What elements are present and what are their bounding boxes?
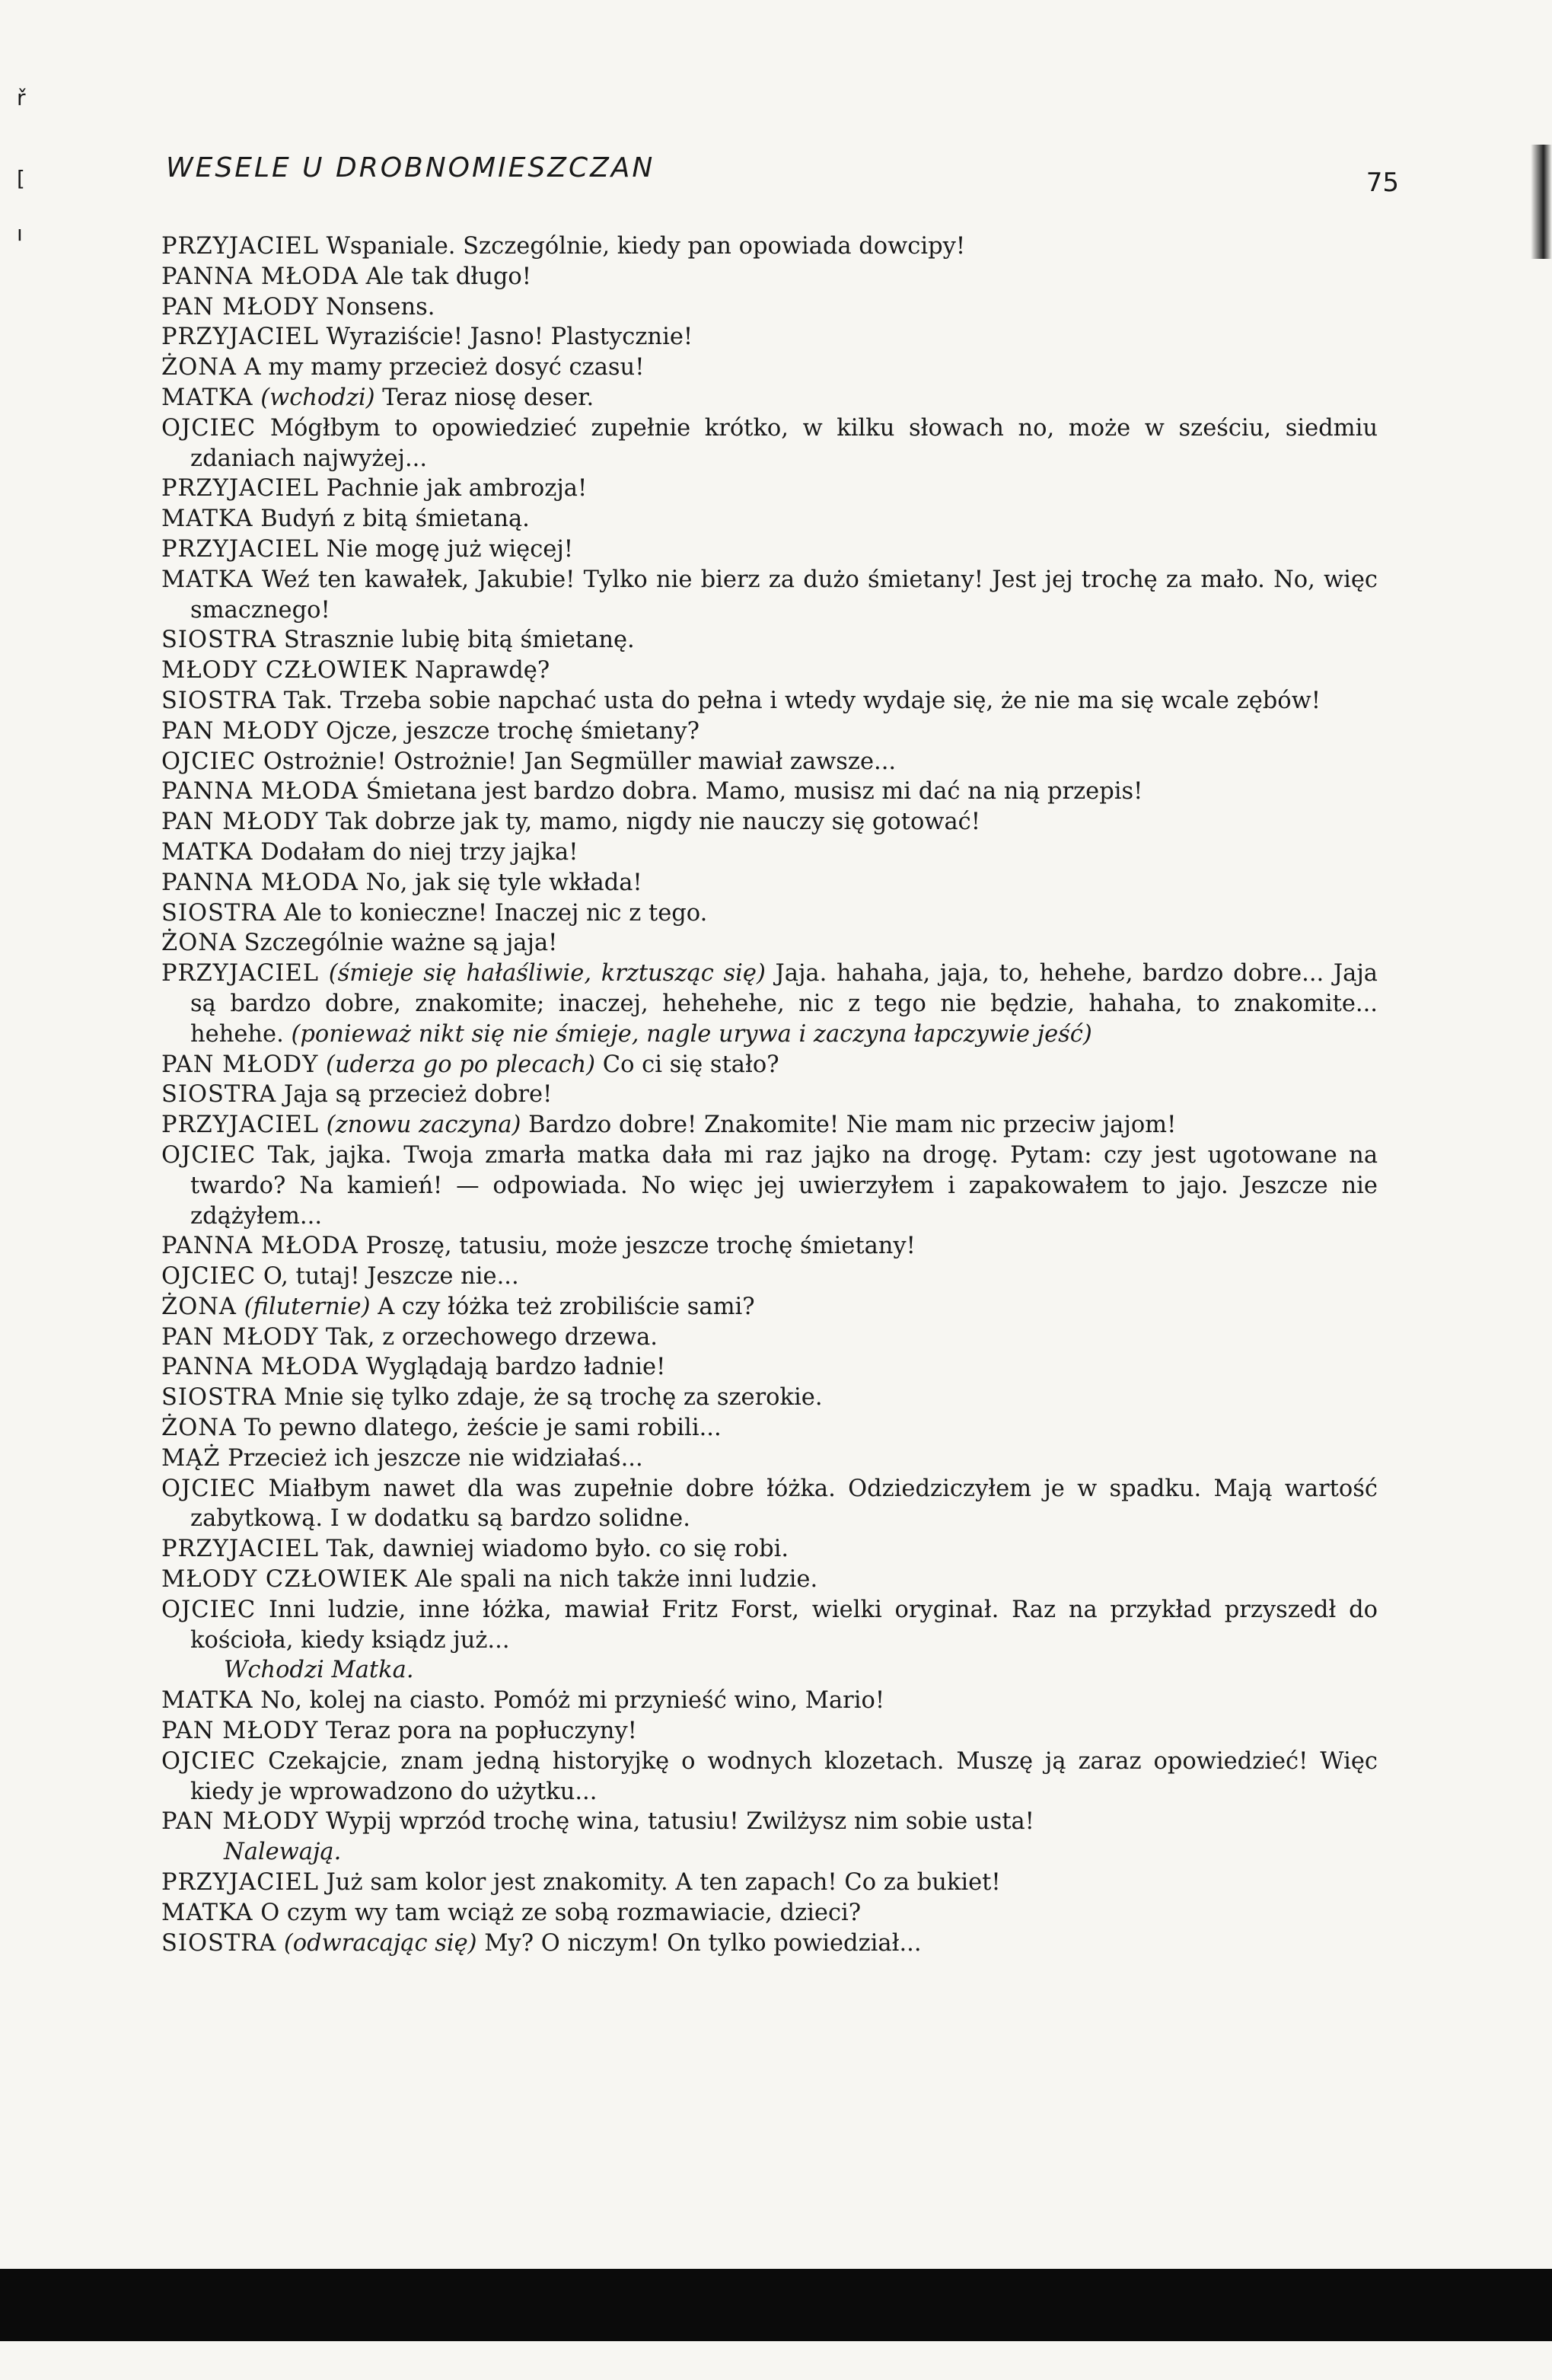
dialogue-line: [161, 777, 1378, 807]
dialogue-line: [161, 413, 1378, 474]
line-text: Ostrożnie! Ostrożnie! Jan Segmüller mawiał zawsze...: [256, 748, 897, 775]
line-text: Proszę, tatusiu, może jeszcze trochę śmietany!: [358, 1233, 916, 1260]
line-text: Jaja. hahaha, jaja, to, hehehe, bardzo dobre... Jaja są bardzo dobre, znakomite; inaczej, hehehehe, nic z tego nie będzie, hahaha, to znakomite... hehehe.: [190, 960, 1378, 1048]
line-text: A czy łóżka też zrobiliście sami?: [370, 1293, 755, 1320]
line-text: O, tutaj! Jeszcze nie...: [256, 1263, 519, 1290]
dialogue-line: [161, 1565, 1378, 1595]
speaker-name: OJCIEC: [161, 1141, 257, 1169]
page-edge-shadow: [1531, 145, 1552, 259]
dialogue-line: [161, 1868, 1378, 1898]
line-text: Ojcze, jeszcze trochę śmietany?: [318, 717, 700, 745]
line-text: Weź ten kawałek, Jakubie! Tylko nie bierz za dużo śmietany! Jest jej trochę za mało. No, więc smacznego!: [190, 566, 1378, 624]
line-text: Wyglądają bardzo ładnie!: [358, 1354, 666, 1381]
line-text: Czekajcie, znam jedną historyjkę o wodnych klozetach. Muszę ją zaraz opowiedzieć! Więc kiedy je wprowadzono do użytku...: [190, 1747, 1378, 1805]
speaker-name: PRZYJACIEL: [161, 475, 319, 502]
line-text: Wypij wprzód trochę wina, tatusiu! Zwilżysz nim sobie usta!: [318, 1808, 1034, 1836]
speaker-name: OJCIEC: [161, 748, 257, 775]
margin-mark: ř: [17, 85, 26, 110]
line-text: No, jak się tyle wkłada!: [358, 869, 642, 896]
dialogue-line: [161, 625, 1378, 656]
line-text: Wyraziście! Jasno! Plastycznie!: [318, 324, 693, 351]
dialogue-line: [161, 1716, 1378, 1747]
stage-direction-inline: (odwracając się): [276, 1929, 477, 1957]
speaker-name: OJCIEC: [161, 1475, 257, 1502]
speaker-name: SIOSTRA: [161, 1081, 277, 1109]
stage-direction-inline: (znowu zaczyna): [318, 1112, 521, 1139]
speaker-name: PRZYJACIEL: [161, 1536, 319, 1563]
speaker-name: MATKA: [161, 506, 253, 533]
line-text: Mógłbym to opowiedzieć zupełnie krótko, w kilku słowach no, może w sześciu, siedmiu zdaniach najwyżej...: [190, 414, 1378, 472]
speaker-name: PAN MŁODY: [161, 1323, 319, 1351]
dialogue-line: [161, 292, 1378, 323]
dialogue-line: [161, 1322, 1378, 1353]
dialogue-line: [161, 1595, 1378, 1656]
stage-direction: Wchodzi Matka.: [224, 1657, 414, 1684]
stage-direction-inline: (ponieważ nikt się nie śmieje, nagle urywa i zaczyna łapczywie jeść): [283, 1020, 1092, 1048]
speaker-name: PANNA MŁODA: [161, 1233, 359, 1260]
dialogue-line: [161, 534, 1378, 565]
dialogue-line: [161, 1444, 1378, 1474]
line-text: Przecież ich jeszcze nie widziałaś...: [220, 1444, 643, 1472]
speaker-name: ŻONA: [161, 1415, 237, 1442]
dialogue-line: [161, 1352, 1378, 1383]
speaker-name: MATKA: [161, 566, 253, 593]
dialogue-line: [161, 322, 1378, 353]
dialogue-line: [161, 262, 1378, 292]
stage-direction: Nalewają.: [224, 1839, 342, 1866]
dialogue-line: [161, 1141, 1378, 1231]
line-text: Budyń z bitą śmietaną.: [253, 506, 530, 533]
speaker-name: PAN MŁODY: [161, 1718, 319, 1745]
play-text: [161, 231, 1378, 1958]
speaker-name: PAN MŁODY: [161, 1051, 319, 1078]
line-text: Szczególnie ważne są jaja!: [236, 930, 558, 957]
dialogue-line: [161, 868, 1378, 898]
dialogue-line: [161, 1686, 1378, 1716]
speaker-name: PAN MŁODY: [161, 717, 319, 745]
dialogue-line: [161, 1110, 1378, 1141]
dialogue-line: [161, 959, 1378, 1049]
line-text: Naprawdę?: [407, 657, 550, 684]
speaker-name: ŻONA: [161, 1293, 237, 1320]
line-text: Tak, dawniej wiadomo było. co się robi.: [318, 1536, 789, 1563]
line-text: To pewno dlatego, żeście je sami robili...: [236, 1415, 722, 1442]
speaker-name: OJCIEC: [161, 1596, 257, 1623]
line-text: Pachnie jak ambrozja!: [318, 475, 588, 502]
dialogue-line: [161, 716, 1378, 747]
line-text: Tak, z orzechowego drzewa.: [318, 1323, 658, 1351]
speaker-name: PRZYJACIEL: [161, 535, 319, 563]
speaker-name: PAN MŁODY: [161, 293, 319, 321]
speaker-name: PANNA MŁODA: [161, 869, 359, 896]
line-text: Już sam kolor jest znakomity. A ten zapach! Co za bukiet!: [318, 1869, 1001, 1897]
speaker-name: PRZYJACIEL: [161, 324, 319, 351]
line-text: Dodałam do niej trzy jajka!: [253, 838, 578, 866]
line-text: Miałbym nawet dla was zupełnie dobre łóżka. Odziedziczyłem je w spadku. Mają wartość zabytkową. I w dodatku są bardzo solidne.: [190, 1475, 1378, 1533]
line-text: Inni ludzie, inne łóżka, mawiał Fritz Forst, wielki oryginał. Raz na przykład przyszedł do kościoła, kiedy ksiądz już...: [190, 1596, 1378, 1654]
speaker-name: MATKA: [161, 838, 253, 866]
dialogue-line: [161, 1080, 1378, 1110]
dialogue-line: [161, 1474, 1378, 1535]
line-text: Wspaniale. Szczególnie, kiedy pan opowiada dowcipy!: [318, 233, 966, 260]
line-text: Teraz niosę deser.: [374, 384, 594, 411]
speaker-name: MŁODY CZŁOWIEK: [161, 657, 408, 684]
line-text: Śmietana jest bardzo dobra. Mamo, musisz mi dać na nią przepis!: [358, 778, 1143, 806]
margin-mark: [: [17, 166, 25, 191]
stage-direction-inline: (filuternie): [236, 1293, 371, 1320]
line-text: Nonsens.: [318, 293, 435, 321]
stage-direction-inline: (śmieje się hałaśliwie, krztusząc się): [318, 960, 766, 987]
dialogue-line: [161, 1050, 1378, 1080]
stage-direction-inline: (uderza go po plecach): [318, 1051, 596, 1078]
dialogue-line: [161, 807, 1378, 837]
dialogue-line: [161, 1231, 1378, 1262]
line-text: O czym wy tam wciąż ze sobą rozmawiacie, dzieci?: [253, 1899, 862, 1926]
dialogue-line: [161, 383, 1378, 413]
line-text: Mnie się tylko zdaje, że są trochę za szerokie.: [276, 1384, 823, 1412]
line-text: Strasznie lubię bitą śmietanę.: [276, 627, 635, 654]
margin-mark: ı: [17, 221, 23, 246]
dialogue-line: [161, 686, 1378, 716]
dialogue-line: [161, 1807, 1378, 1837]
dialogue-line: [161, 1413, 1378, 1444]
speaker-name: PAN MŁODY: [161, 809, 319, 836]
speaker-name: MĄŻ: [161, 1444, 221, 1472]
dialogue-line: [161, 1262, 1378, 1292]
speaker-name: PRZYJACIEL: [161, 233, 319, 260]
speaker-name: ŻONA: [161, 930, 237, 957]
dialogue-line: [161, 837, 1378, 868]
line-text: Tak, jajka. Twoja zmarła matka dała mi raz jajko na drogę. Pytam: czy jest ugotowane na twardo? Na kamień! — odpowiada. No więc jej uwierzyłem i zapakowałem to jajo. Jeszcze nie zdążyłem...: [190, 1141, 1378, 1230]
line-text: Ale spali na nich także inni ludzie.: [407, 1566, 818, 1594]
dialogue-line: [161, 1534, 1378, 1565]
speaker-name: OJCIEC: [161, 414, 257, 442]
speaker-name: SIOSTRA: [161, 1929, 277, 1957]
line-text: My? O niczym! On tylko powiedział...: [476, 1929, 922, 1957]
speaker-name: ŻONA: [161, 354, 237, 381]
speaker-name: OJCIEC: [161, 1263, 257, 1290]
dialogue-line: [161, 656, 1378, 686]
speaker-name: SIOSTRA: [161, 1384, 277, 1412]
dialogue-line: [161, 1898, 1378, 1929]
dialogue-line: [161, 504, 1378, 534]
dialogue-line: [161, 353, 1378, 383]
line-text: A my mamy przecież dosyć czasu!: [236, 354, 645, 381]
speaker-name: MATKA: [161, 1899, 253, 1926]
dialogue-line: [161, 565, 1378, 626]
speaker-name: PANNA MŁODA: [161, 778, 359, 806]
speaker-name: PANNA MŁODA: [161, 1354, 359, 1381]
page-header: [166, 145, 1399, 206]
line-text: Bardzo dobre! Znakomite! Nie mam nic przeciw jajom!: [521, 1112, 1177, 1139]
dialogue-line: [161, 747, 1378, 777]
speaker-name: OJCIEC: [161, 1747, 257, 1775]
speaker-name: PRZYJACIEL: [161, 1869, 319, 1897]
dialogue-line: [161, 474, 1378, 504]
line-text: Jaja są przecież dobre!: [276, 1081, 553, 1109]
dialogue-line: [161, 1292, 1378, 1322]
dialogue-line: [161, 1747, 1378, 1807]
line-text: Co ci się stało?: [595, 1051, 779, 1078]
speaker-name: PAN MŁODY: [161, 1808, 319, 1836]
speaker-name: SIOSTRA: [161, 899, 277, 927]
speaker-name: SIOSTRA: [161, 627, 277, 654]
page-number: 75: [1366, 167, 1399, 198]
line-text: Ale to konieczne! Inaczej nic z tego.: [276, 899, 708, 927]
dialogue-line: [161, 1929, 1378, 1959]
speaker-name: SIOSTRA: [161, 687, 277, 714]
speaker-name: PRZYJACIEL: [161, 1112, 319, 1139]
speaker-name: MATKA: [161, 384, 253, 411]
running-head: WESELE U DROBNOMIESZCZAN: [166, 152, 655, 183]
line-text: Nie mogę już więcej!: [318, 535, 574, 563]
line-text: Tak. Trzeba sobie napchać usta do pełna i wtedy wydaje się, że nie ma się wcale zębów!: [276, 687, 1321, 714]
dialogue-line: [161, 231, 1378, 262]
dialogue-line: [161, 1383, 1378, 1413]
scan-bottom-bar: [0, 2269, 1552, 2341]
speaker-name: MATKA: [161, 1687, 253, 1715]
dialogue-line: [161, 928, 1378, 959]
speaker-name: PRZYJACIEL: [161, 960, 319, 987]
line-text: Teraz pora na popłuczyny!: [318, 1718, 637, 1745]
line-text: Tak dobrze jak ty, mamo, nigdy nie nauczy się gotować!: [318, 809, 980, 836]
speaker-name: PANNA MŁODA: [161, 263, 359, 290]
line-text: Ale tak długo!: [358, 263, 532, 290]
line-text: No, kolej na ciasto. Pomóż mi przynieść wino, Mario!: [253, 1687, 885, 1715]
stage-direction-inline: (wchodzi): [253, 384, 375, 411]
dialogue-line: [161, 898, 1378, 929]
speaker-name: MŁODY CZŁOWIEK: [161, 1566, 408, 1594]
